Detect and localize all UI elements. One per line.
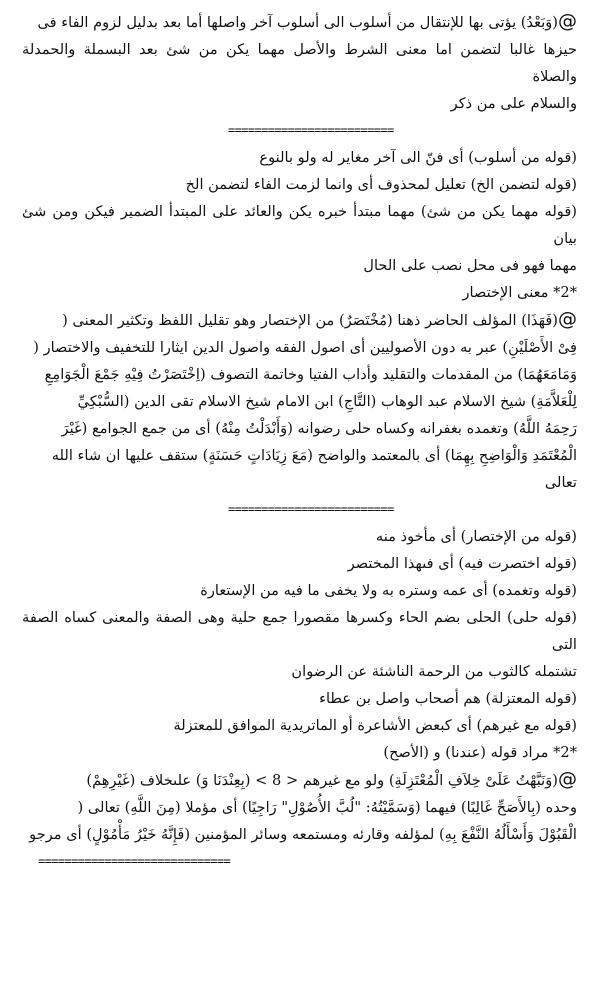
at-sign-marker: @ xyxy=(558,10,577,32)
text-line: الْمُعْتَمَدِ وَالْوَاضِحِ بِهِمَا) أى بالمعتمد والواضح (مَعَ زِيَادَاتٍ حَسَنَةٍ) ستقف عليها ان شاء الله xyxy=(51,447,577,464)
section-heading: *2* مراد قوله (عندنا) و (الأصح) xyxy=(383,744,577,761)
note-line: تشتمله كالثوب من الرحمة الناشئة عن الرضوان xyxy=(291,663,577,680)
note-line: (قوله وتغمده) أى عمه وستره به ولا يخفى ما فيه من الإستعارة xyxy=(200,582,577,599)
text-line: تعالى xyxy=(544,474,577,491)
text-line: @(وَنَبَّهْتُ عَلَىْ خِلاَفِ الْمُعْتَزِلَةِ) ولو مع غيرهم < 8 > (بِعِنْدَنَا وَ) علىخلاف (غَيْرِهِمْ) xyxy=(86,768,577,790)
text-line: رَحِمَهُ اللَّهُ) وتغمده بغفرانه وكساه حلى رضوانه (وَأَبْدَلْتُ مِنْهُ) أى من جمع الجوامع (غَيْرَ xyxy=(61,420,577,437)
at-sign-marker: @ xyxy=(558,768,577,790)
separator: ========================= xyxy=(228,502,394,516)
note-line: (قوله من الإختصار) أى مأخوذ منه xyxy=(375,528,577,545)
note-line: (قوله مع غيرهم) أى كبعض الأشاعرة أو الماتريدية الموافق للمعتزلة xyxy=(173,717,577,734)
separator: ========================= xyxy=(228,123,394,137)
note-line: (قوله حلى) الحلى بضم الحاء وكسرها مقصورا جمع حلية وهى الصفة والمعنى كساه الصفة التى xyxy=(22,609,577,653)
note-line: (قوله المعتزلة) هم أصحاب واصل بن عطاء xyxy=(319,690,577,707)
text-line: والسلام على من ذكر xyxy=(450,95,577,112)
text-line: وحده (بِالأَصَحِّ غَالِبًا) فيهما (وَسَمَّيْتُهُ: "لُبَّ الأُصُوْلِ" رَاجِيًا) أى مؤملا (مِنَ اللَّهِ) تعالى ( xyxy=(77,799,577,816)
separator: ============================= xyxy=(38,854,231,868)
text-line: وَمَامَعَهُمَا) من المقدمات والتقليد وأداب الفتيا وخاتمة التصوف (اِخْتَصَرْتُ فِيْهِ جَمْعَ الْجَوَامِعِ xyxy=(44,366,577,383)
text-line: لِلْعَلاَّمَةِ) شيخ الاسلام عبد الوهاب (التَّاجِ) ابن الامام شيخ الاسلام تقى الدين (السُّبْكِيِّ xyxy=(77,393,577,410)
text-line: @(وَبَعْدُ) يؤتى بها للإنتقال من أسلوب الى أسلوب آخر واصلها أما بعد بدليل لزوم الفاء فى xyxy=(37,10,577,32)
at-sign-marker: @ xyxy=(558,308,577,330)
text-line: الْقَبُوْلَ وَأَسْأَلُهُ النَّفْعَ بِهِ) لمؤلفه وقارئه ومستمعه وسائر المؤمنين (فَإِنَّهُ خَيْرُ مَأْمُوْلٍ) أى مرجو xyxy=(29,826,577,843)
text-line: فِىْ الأَصْلَيْنِ) عبر به دون الأصوليين أى اصول الفقه واصول الدين ايثارا للتخفيف والاختصار ( xyxy=(33,339,577,356)
note-line: (قوله من أسلوب) أى فنّ الى آخر مغاير له ولو بالنوع xyxy=(259,149,577,166)
note-line: (قوله لتضمن الخ) تعليل لمحذوف أى وانما لزمت الفاء لتضمن الخ xyxy=(185,176,577,193)
section-heading: *2* معنى الإختصار xyxy=(462,284,577,301)
note-line: (قوله مهما يكن من شئ) مهما مبتدأ خبره يكن والعائد على المبتدأ الضمير فيكن ومن شئ بيان xyxy=(22,203,577,247)
text-line: @(فَهَذَا) المؤلف الحاضر ذهنا (مُخْتَصَرٌ) من الإختصار وهو تقليل اللفظ وتكثير المعنى ( xyxy=(62,308,577,330)
note-line: (قوله اختصرت فيه) أى فىهذا المختصر xyxy=(347,555,577,572)
note-line: مهما فهو فى محل نصب على الحال xyxy=(363,257,577,274)
text-line: حيزها غالبا لتضمن اما معنى الشرط والأصل مهما يكن من شئ بعد البسملة والحمدلة والصلاة xyxy=(22,41,577,85)
